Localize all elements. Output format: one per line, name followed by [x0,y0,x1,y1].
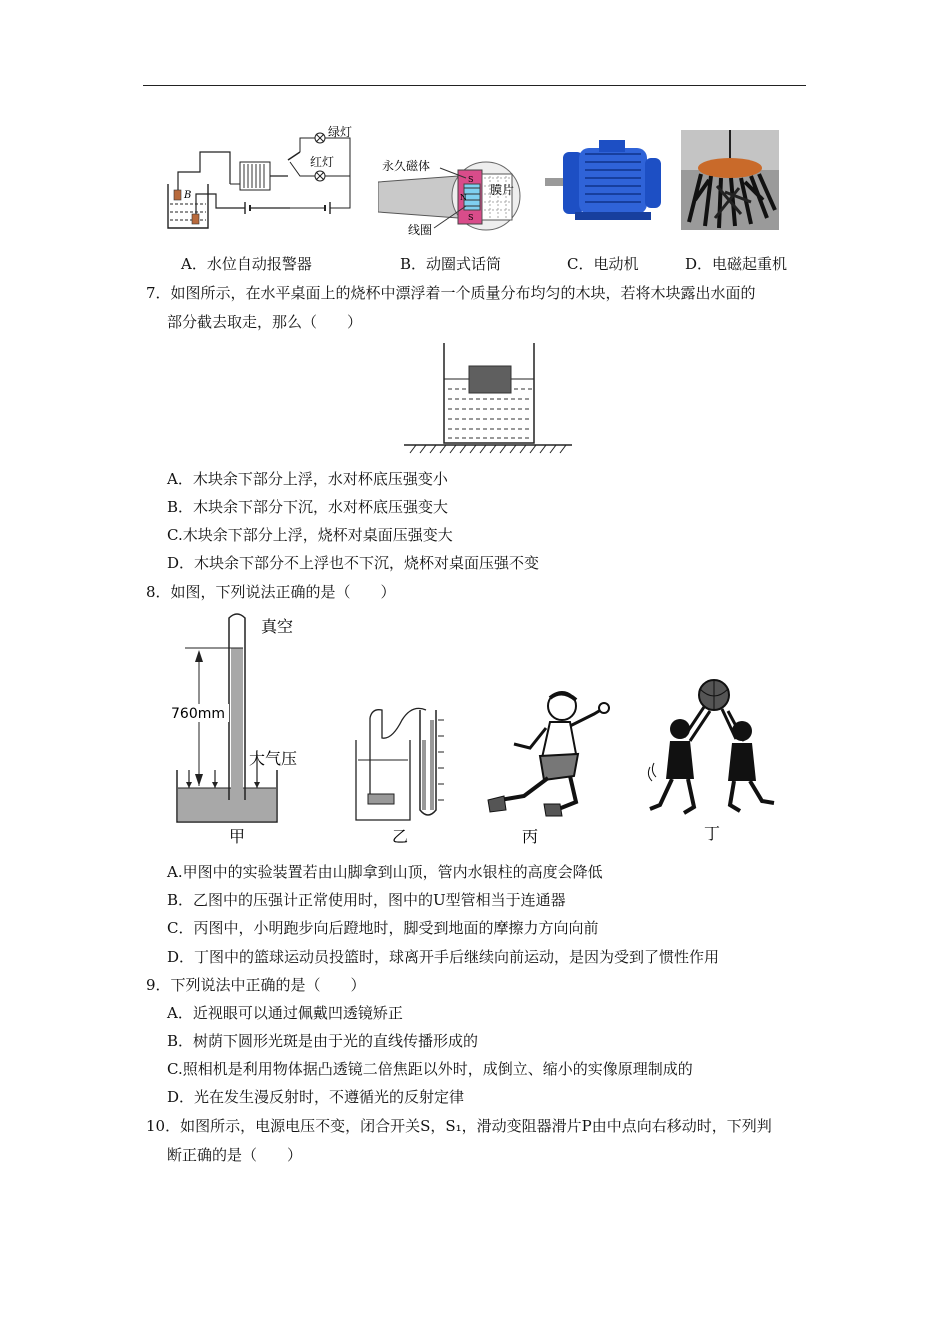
q7-option-d: D．木块余下部分不上浮也不下沉，烧杯对桌面压强不变 [167,554,540,572]
q9-option-d: D．光在发生漫反射时，不遵循光的反射定律 [167,1088,465,1106]
label-atmospheric-pressure: 大气压 [249,749,298,768]
figure-water-level-alarm [160,122,360,232]
label-bing: 丙 [522,827,539,845]
label-s-top: S [468,175,474,184]
label-diaphragm: 膜片 [490,183,515,197]
q8-stem: 8．如图，下列说法正确的是（ ） [146,583,396,601]
figure-torricelli-jia [165,610,315,845]
q9-option-b: B．树荫下圆形光斑是由于光的直线传播形成的 [167,1032,479,1050]
figure-runner-bing [484,688,614,845]
label-coil: 线圈 [408,223,433,237]
figure-basketball-ding [644,677,784,845]
q8-option-c: C．丙图中，小明跑步向后蹬地时，脚受到地面的摩擦力方向向前 [167,919,599,937]
q9-option-c: C.照相机是利用物体据凸透镜二倍焦距以外时，成倒立、缩小的实像原理制成的 [167,1060,693,1078]
q8-option-b: B．乙图中的压强计正常使用时，图中的U型管相当于连通器 [167,891,566,909]
q10-stem-line1: 10．如图所示，电源电压不变，闭合开关S，S₁，滑动变阻器滑片P由中点向右移动时，下列判 [146,1117,772,1135]
figure-electromagnetic-crane [681,130,779,230]
label-b: B [184,190,192,201]
q9-option-a: A．近视眼可以通过佩戴凹透镜矫正 [167,1004,403,1022]
q7-option-b: B．木块余下部分下沉，水对杯底压强变大 [167,498,449,516]
label-jia: 甲 [229,827,246,845]
label-vacuum: 真空 [261,617,294,636]
q7-stem-line2: 部分截去取走，那么（ ） [167,313,363,331]
q7-stem-line1: 7．如图所示，在水平桌面上的烧杯中漂浮着一个质量分布均匀的木块，若将木块露出水面的 [146,284,756,302]
label-green-light: 绿灯 [328,125,353,139]
figure-electric-motor [545,138,665,224]
label-ding: 丁 [704,824,721,843]
q7-option-c: C.木块余下部分上浮，烧杯对桌面压强变大 [167,526,453,544]
q9-stem: 9．下列说法中正确的是（ ） [146,976,366,994]
figure-floating-block-beaker [404,343,572,455]
header-rule [143,85,806,86]
label-yi: 乙 [392,827,409,845]
q7-option-a: A．木块余下部分上浮，水对杯底压强变小 [167,470,448,488]
label-n: N [460,193,467,202]
figure-moving-coil-mic [378,140,528,240]
label-s-bottom: S [468,213,474,222]
q8-option-a: A.甲图中的实验装置若由山脚拿到山顶，管内水银柱的高度会降低 [167,863,603,881]
q6-option-c: C．电动机 [567,255,639,273]
q6-option-d: D．电磁起重机 [685,255,788,273]
figure-pressure-gauge-yi [352,700,452,845]
label-760mm: 760mm [171,706,225,722]
q6-option-a: A．水位自动报警器 [181,255,312,273]
q6-option-b: B．动圈式话筒 [400,255,502,273]
label-permanent-magnet: 永久磁体 [382,159,431,173]
q8-option-d: D．丁图中的篮球运动员投篮时，球离开手后继续向前运动，是因为受到了惯性作用 [167,948,720,966]
q10-stem-line2: 断正确的是（ ） [167,1146,303,1164]
label-red-light: 红灯 [310,155,335,169]
